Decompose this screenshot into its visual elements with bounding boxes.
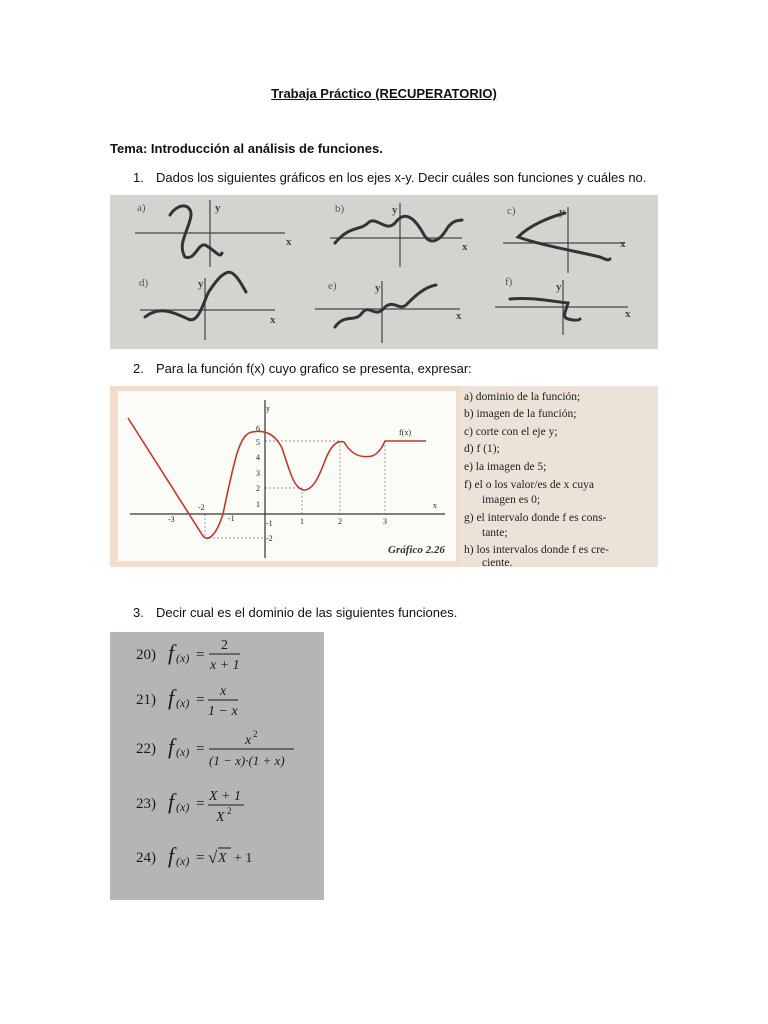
ex20-eq: =: [196, 647, 205, 663]
graph-e-x-label: x: [456, 310, 462, 322]
graph-b-x-label: x: [462, 241, 468, 253]
ex24-radicand: X: [218, 851, 227, 866]
graph-label-c: c): [507, 205, 516, 217]
ex21-fname: f: [168, 685, 175, 710]
ex23-arg: (x): [176, 800, 190, 814]
graph-d-x-label: x: [270, 314, 276, 326]
page-title: Trabaja Práctico (RECUPERATORIO): [271, 86, 497, 101]
graph-a-x-label: x: [286, 236, 292, 248]
ex23-eq: =: [196, 796, 205, 812]
ex22-number: 22): [136, 741, 156, 757]
y-tick-4: 4: [256, 453, 260, 462]
graphs-photo: [110, 195, 658, 349]
exercises-photo: [110, 632, 324, 900]
graph-e-y-label: y: [375, 282, 381, 294]
plot-question-g-cont: tante;: [482, 527, 508, 539]
graph-c-y-label: y: [559, 206, 565, 218]
graph-label-b: b): [335, 203, 345, 215]
plot-question-e: e) la imagen de 5;: [464, 461, 547, 473]
y-tick-neg2: -2: [266, 534, 273, 543]
graph-e-curve: [335, 285, 436, 327]
x-tick-neg2: -2: [198, 503, 205, 512]
y-tick-neg1: -1: [266, 519, 273, 528]
plot-caption: Gráfico 2.26: [388, 544, 445, 556]
plot-question-f-cont: imagen es 0;: [482, 494, 541, 506]
question-1-text: Dados los siguientes gráficos en los ejes x-y. Decir cuáles son funciones y cuáles no.: [156, 170, 647, 185]
ex21-arg: (x): [176, 696, 190, 710]
function-plot-figure: [110, 386, 658, 567]
question-2: [133, 361, 472, 376]
ex21-number: 21): [136, 692, 156, 708]
graph-b-curve: [335, 216, 462, 243]
ex23-denominator: X: [216, 810, 225, 825]
plot-y-label: y: [266, 404, 270, 413]
question-3-number: 3.: [133, 605, 144, 620]
function-plot-photo: [110, 386, 658, 567]
graph-label-e: e): [328, 280, 337, 292]
fx-label: f(x): [399, 428, 411, 437]
ex24-fname: f: [168, 843, 175, 868]
ex24-rest: + 1: [234, 851, 253, 866]
x-tick-2: 2: [338, 517, 342, 526]
ex22-arg: (x): [176, 745, 190, 759]
y-tick-2: 2: [256, 484, 260, 493]
graphs-figure: [110, 195, 658, 349]
graph-c-x-label: x: [620, 238, 626, 250]
y-tick-6: 6: [256, 424, 260, 433]
x-tick-3: 3: [383, 517, 387, 526]
ex20-number: 20): [136, 647, 156, 663]
ex23-number: 23): [136, 796, 156, 812]
ex24-number: 24): [136, 850, 156, 866]
graph-label-a: a): [137, 202, 146, 214]
y-tick-5: 5: [256, 438, 260, 447]
graph-c-curve: [518, 213, 610, 260]
x-tick-1: 1: [300, 517, 304, 526]
plot-question-c: c) corte con el eje y;: [464, 426, 558, 438]
plot-question-b: b) imagen de la función;: [464, 408, 577, 420]
ex21-numerator: x: [220, 684, 227, 699]
ex20-denominator: x + 1: [210, 658, 240, 673]
question-3-text: Decir cual es el dominio de las siguientes funciones.: [156, 605, 458, 620]
ex23-numerator: X + 1: [209, 789, 241, 804]
question-3: [133, 605, 457, 620]
plot-question-g: g) el intervalo donde f es cons-: [464, 512, 607, 524]
ex21-eq: =: [196, 692, 205, 708]
plot-question-h: h) los intervalos donde f es cre-: [464, 544, 609, 556]
plot-question-h-cont: ciente.: [482, 557, 513, 567]
x-tick-neg1: -1: [228, 514, 235, 523]
x-tick-neg3: -3: [168, 515, 175, 524]
exercises-figure: [110, 632, 324, 900]
ex20-fname: f: [168, 640, 175, 665]
ex23-exp: 2: [227, 806, 232, 816]
ex23-fname: f: [168, 789, 175, 814]
question-2-number: 2.: [133, 361, 144, 376]
plot-area: [118, 391, 456, 561]
ex24-eq: =: [196, 850, 205, 866]
graph-f-curve: [510, 298, 580, 320]
graph-f-x-label: x: [625, 308, 631, 320]
plot-question-a: a) dominio de la función;: [464, 391, 581, 403]
graph-f-y-label: y: [556, 281, 562, 293]
ex24-arg: (x): [176, 854, 190, 868]
graph-label-f: f): [505, 276, 513, 288]
graph-d-curve: [145, 272, 246, 320]
ex22-exp: 2: [253, 729, 258, 739]
topic-heading: Tema: Introducción al análisis de funciones.: [110, 141, 383, 156]
y-tick-3: 3: [256, 469, 260, 478]
plot-x-label: x: [433, 501, 437, 510]
ex22-fname: f: [168, 734, 175, 759]
ex24-root: √: [208, 848, 218, 867]
ex20-arg: (x): [176, 651, 190, 665]
question-2-text: Para la función f(x) cuyo grafico se presenta, expresar:: [156, 361, 472, 376]
ex22-eq: =: [196, 741, 205, 757]
y-tick-1: 1: [256, 500, 260, 509]
ex20-numerator: 2: [221, 638, 228, 653]
ex21-denominator: 1 − x: [208, 704, 238, 719]
ex22-numerator: x: [245, 733, 252, 748]
ex22-denominator: (1 − x)·(1 + x): [209, 753, 285, 768]
question-1: [133, 170, 646, 185]
graph-b-y-label: y: [392, 204, 398, 216]
question-1-number: 1.: [133, 170, 144, 185]
graph-a-y-label: y: [215, 202, 221, 214]
plot-question-d: d) f (1);: [464, 443, 500, 455]
graph-d-y-label: y: [198, 278, 204, 290]
plot-question-f: f) el o los valor/es de x cuya: [464, 479, 594, 491]
graph-label-d: d): [139, 277, 149, 289]
